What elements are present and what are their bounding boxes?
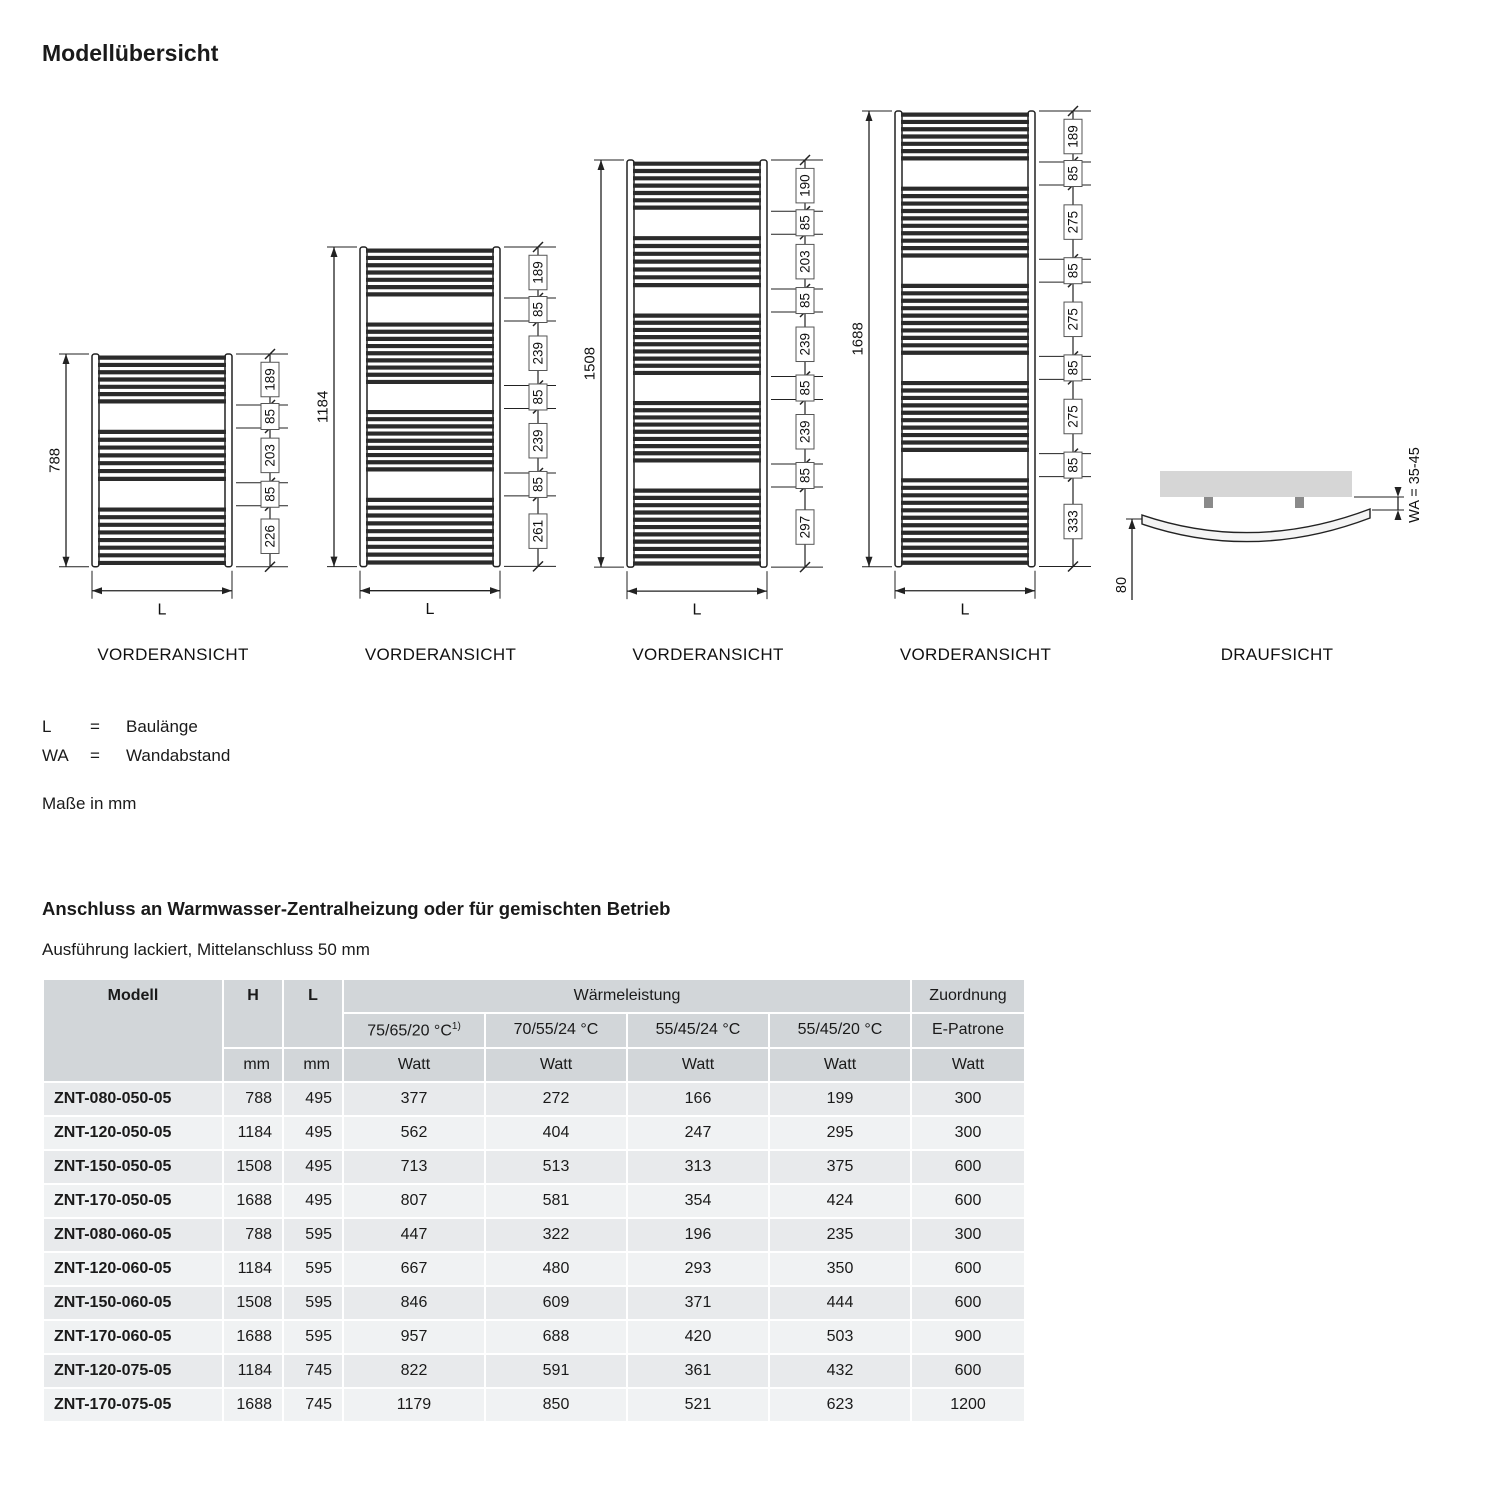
model-cell: ZNT-170-060-05 xyxy=(44,1321,222,1353)
e-cartridge-cell: 600 xyxy=(912,1355,1024,1387)
watt-cell-1: 562 xyxy=(344,1117,484,1149)
length-cell: 595 xyxy=(284,1219,342,1251)
svg-text:85: 85 xyxy=(529,389,545,405)
watt-cell-4: 235 xyxy=(770,1219,910,1251)
svg-text:275: 275 xyxy=(1064,405,1080,428)
height-cell: 788 xyxy=(224,1219,282,1251)
height-cell: 1508 xyxy=(224,1151,282,1183)
col-header-heat-output: Wärmeleistung xyxy=(344,980,910,1012)
spec-table-header xyxy=(44,980,1024,1081)
height-cell: 1184 xyxy=(224,1355,282,1387)
length-cell: 595 xyxy=(284,1287,342,1319)
watt-cell-2: 513 xyxy=(486,1151,626,1183)
legend-symbol: WA xyxy=(42,745,69,765)
section-subtitle: Ausführung lackiert, Mittelanschluss 50 mm xyxy=(42,939,370,959)
watt-cell-1: 447 xyxy=(344,1219,484,1251)
unit-mm-l: mm xyxy=(284,1049,342,1081)
svg-text:85: 85 xyxy=(1064,457,1080,473)
unit-mm-h: mm xyxy=(224,1049,282,1081)
model-cell: ZNT-080-050-05 xyxy=(44,1083,222,1115)
e-cartridge-cell: 600 xyxy=(912,1185,1024,1217)
svg-text:788: 788 xyxy=(46,447,64,473)
col-header-h: H xyxy=(224,980,282,1047)
svg-text:85: 85 xyxy=(1064,166,1080,182)
svg-text:275: 275 xyxy=(1064,210,1080,234)
model-cell: ZNT-170-075-05 xyxy=(44,1389,222,1421)
spec-table xyxy=(42,978,1026,1423)
front-view-drawing-4 xyxy=(845,99,1107,627)
svg-text:275: 275 xyxy=(1064,308,1080,331)
length-cell: 495 xyxy=(284,1185,342,1217)
model-cell: ZNT-120-060-05 xyxy=(44,1253,222,1285)
watt-cell-3: 521 xyxy=(628,1389,768,1421)
svg-text:L: L xyxy=(692,601,702,619)
watt-cell-2: 272 xyxy=(486,1083,626,1115)
watt-cell-1: 807 xyxy=(344,1185,484,1217)
front-view-figure-3 xyxy=(577,148,839,665)
svg-text:85: 85 xyxy=(1064,360,1080,376)
watt-cell-3: 361 xyxy=(628,1355,768,1387)
e-cartridge-cell: 300 xyxy=(912,1219,1024,1251)
legend-row xyxy=(42,717,1444,737)
length-cell: 495 xyxy=(284,1151,342,1183)
table-row xyxy=(44,1151,1024,1183)
model-cell: ZNT-170-050-05 xyxy=(44,1185,222,1217)
svg-text:190: 190 xyxy=(797,173,813,197)
svg-text:WA = 35-45: WA = 35-45 xyxy=(1407,446,1423,523)
model-cell: ZNT-150-050-05 xyxy=(44,1151,222,1183)
watt-cell-3: 354 xyxy=(628,1185,768,1217)
e-cartridge-cell: 300 xyxy=(912,1117,1024,1149)
height-cell: 1508 xyxy=(224,1287,282,1319)
figures-row xyxy=(42,99,1442,665)
svg-text:85: 85 xyxy=(529,477,545,493)
table-row xyxy=(44,1185,1024,1217)
watt-cell-2: 609 xyxy=(486,1287,626,1319)
watt-cell-3: 196 xyxy=(628,1219,768,1251)
watt-cell-4: 375 xyxy=(770,1151,910,1183)
watt-cell-1: 1179 xyxy=(344,1389,484,1421)
col-header-temp-2: 70/55/24 °C xyxy=(486,1014,626,1047)
watt-cell-4: 503 xyxy=(770,1321,910,1353)
col-header-temp-3: 55/45/24 °C xyxy=(628,1014,768,1047)
front-view-figure-1 xyxy=(42,342,304,665)
svg-text:189: 189 xyxy=(262,368,278,391)
unit-watt-e: Watt xyxy=(912,1049,1024,1081)
svg-text:85: 85 xyxy=(529,302,545,318)
svg-text:203: 203 xyxy=(797,249,813,273)
svg-text:1184: 1184 xyxy=(314,390,332,424)
watt-cell-4: 424 xyxy=(770,1185,910,1217)
watt-cell-2: 581 xyxy=(486,1185,626,1217)
watt-cell-3: 420 xyxy=(628,1321,768,1353)
watt-cell-3: 313 xyxy=(628,1151,768,1183)
e-cartridge-cell: 900 xyxy=(912,1321,1024,1353)
legend xyxy=(42,717,1444,766)
col-header-temp-4: 55/45/20 °C xyxy=(770,1014,910,1047)
table-row xyxy=(44,1219,1024,1251)
front-view-figure-2 xyxy=(310,235,572,665)
height-cell: 788 xyxy=(224,1083,282,1115)
height-cell: 1688 xyxy=(224,1321,282,1353)
table-row xyxy=(44,1287,1024,1319)
unit-watt-3: Watt xyxy=(628,1049,768,1081)
model-cell: ZNT-080-060-05 xyxy=(44,1219,222,1251)
svg-text:85: 85 xyxy=(262,409,278,425)
watt-cell-2: 591 xyxy=(486,1355,626,1387)
length-cell: 495 xyxy=(284,1117,342,1149)
svg-text:189: 189 xyxy=(529,261,545,284)
svg-text:239: 239 xyxy=(797,420,813,443)
col-header-model: Modell xyxy=(44,980,222,1081)
watt-cell-4: 623 xyxy=(770,1389,910,1421)
e-cartridge-cell: 600 xyxy=(912,1287,1024,1319)
table-row xyxy=(44,1083,1024,1115)
svg-text:85: 85 xyxy=(797,214,813,230)
watt-cell-2: 404 xyxy=(486,1117,626,1149)
height-cell: 1184 xyxy=(224,1253,282,1285)
watt-cell-1: 377 xyxy=(344,1083,484,1115)
svg-text:239: 239 xyxy=(529,342,545,365)
length-cell: 595 xyxy=(284,1321,342,1353)
figure-caption: DRAUFSICHT xyxy=(1220,644,1334,664)
model-cell: ZNT-150-060-05 xyxy=(44,1287,222,1319)
col-header-l: L xyxy=(284,980,342,1047)
watt-cell-3: 371 xyxy=(628,1287,768,1319)
front-view-figure-4 xyxy=(845,99,1107,665)
units-note: Maße in mm xyxy=(42,793,137,813)
col-header-assignment: Zuordnung xyxy=(912,980,1024,1012)
curved-radiator-shape xyxy=(1142,509,1370,542)
svg-text:85: 85 xyxy=(797,467,813,483)
top-view-drawing xyxy=(1112,415,1442,627)
length-cell: 745 xyxy=(284,1355,342,1387)
legend-row xyxy=(42,746,1444,766)
watt-cell-2: 322 xyxy=(486,1219,626,1251)
watt-cell-1: 667 xyxy=(344,1253,484,1285)
table-row xyxy=(44,1253,1024,1285)
unit-watt-2: Watt xyxy=(486,1049,626,1081)
watt-cell-1: 846 xyxy=(344,1287,484,1319)
e-cartridge-cell: 1200 xyxy=(912,1389,1024,1421)
watt-cell-4: 295 xyxy=(770,1117,910,1149)
height-cell: 1688 xyxy=(224,1389,282,1421)
svg-text:261: 261 xyxy=(529,519,545,543)
watt-cell-1: 957 xyxy=(344,1321,484,1353)
figure-caption: VORDERANSICHT xyxy=(97,644,249,664)
height-cell: 1184 xyxy=(224,1117,282,1149)
watt-cell-4: 432 xyxy=(770,1355,910,1387)
col-header-temp-1 xyxy=(344,1014,484,1047)
svg-text:85: 85 xyxy=(797,292,813,308)
section-heading: Anschluss an Warmwasser-Zentralheizung oder für gemischten Betrieb xyxy=(42,897,671,919)
page-title: Modellübersicht xyxy=(42,40,219,66)
watt-cell-2: 480 xyxy=(486,1253,626,1285)
front-view-drawing-2 xyxy=(310,235,572,627)
watt-cell-4: 199 xyxy=(770,1083,910,1115)
watt-cell-3: 293 xyxy=(628,1253,768,1285)
figure-caption: VORDERANSICHT xyxy=(899,644,1052,664)
svg-text:239: 239 xyxy=(797,332,813,356)
length-cell: 595 xyxy=(284,1253,342,1285)
legend-equals: = xyxy=(90,745,100,765)
watt-cell-4: 350 xyxy=(770,1253,910,1285)
legend-symbol: L xyxy=(42,716,52,736)
watt-cell-1: 713 xyxy=(344,1151,484,1183)
watt-cell-2: 850 xyxy=(486,1389,626,1421)
legend-equals: = xyxy=(90,716,100,736)
table-row xyxy=(44,1117,1024,1149)
model-cell: ZNT-120-050-05 xyxy=(44,1117,222,1149)
col-header-e-cartridge: E-Patrone xyxy=(912,1014,1024,1047)
svg-text:203: 203 xyxy=(262,444,278,467)
top-view-figure xyxy=(1112,415,1442,665)
table-row xyxy=(44,1321,1024,1353)
svg-text:333: 333 xyxy=(1064,510,1080,533)
spec-table-body xyxy=(44,1083,1024,1421)
svg-text:80: 80 xyxy=(1114,576,1130,593)
model-cell: ZNT-120-075-05 xyxy=(44,1355,222,1387)
figure-caption: VORDERANSICHT xyxy=(364,644,517,664)
figure-caption: VORDERANSICHT xyxy=(632,644,784,664)
table-row xyxy=(44,1355,1024,1387)
svg-text:1688: 1688 xyxy=(849,322,867,356)
unit-watt-4: Watt xyxy=(770,1049,910,1081)
legend-text: Wandabstand xyxy=(126,745,231,765)
front-view-drawing-1 xyxy=(42,342,304,627)
front-view-drawing-3 xyxy=(577,148,839,627)
footnote-marker: 1) xyxy=(451,1020,461,1032)
watt-cell-2: 688 xyxy=(486,1321,626,1353)
unit-watt-1: Watt xyxy=(344,1049,484,1081)
datasheet-page xyxy=(42,40,1444,1423)
length-cell: 745 xyxy=(284,1389,342,1421)
watt-cell-3: 166 xyxy=(628,1083,768,1115)
watt-cell-1: 822 xyxy=(344,1355,484,1387)
svg-text:85: 85 xyxy=(1064,263,1080,279)
svg-text:L: L xyxy=(960,601,969,619)
svg-text:297: 297 xyxy=(797,515,813,538)
e-cartridge-cell: 600 xyxy=(912,1253,1024,1285)
e-cartridge-cell: 300 xyxy=(912,1083,1024,1115)
svg-text:239: 239 xyxy=(529,429,545,453)
svg-text:85: 85 xyxy=(262,486,278,502)
legend-text: Baulänge xyxy=(126,716,198,736)
svg-text:L: L xyxy=(157,601,167,619)
svg-text:L: L xyxy=(425,601,434,619)
svg-text:1508: 1508 xyxy=(581,346,599,380)
svg-text:189: 189 xyxy=(1064,125,1080,148)
watt-cell-3: 247 xyxy=(628,1117,768,1149)
table-row xyxy=(44,1389,1024,1421)
height-cell: 1688 xyxy=(224,1185,282,1217)
e-cartridge-cell: 600 xyxy=(912,1151,1024,1183)
wall-shape xyxy=(1160,471,1352,497)
svg-text:226: 226 xyxy=(262,524,278,548)
length-cell: 495 xyxy=(284,1083,342,1115)
watt-cell-4: 444 xyxy=(770,1287,910,1319)
temp-label: 75/65/20 °C xyxy=(367,1022,452,1040)
svg-text:85: 85 xyxy=(797,380,813,396)
